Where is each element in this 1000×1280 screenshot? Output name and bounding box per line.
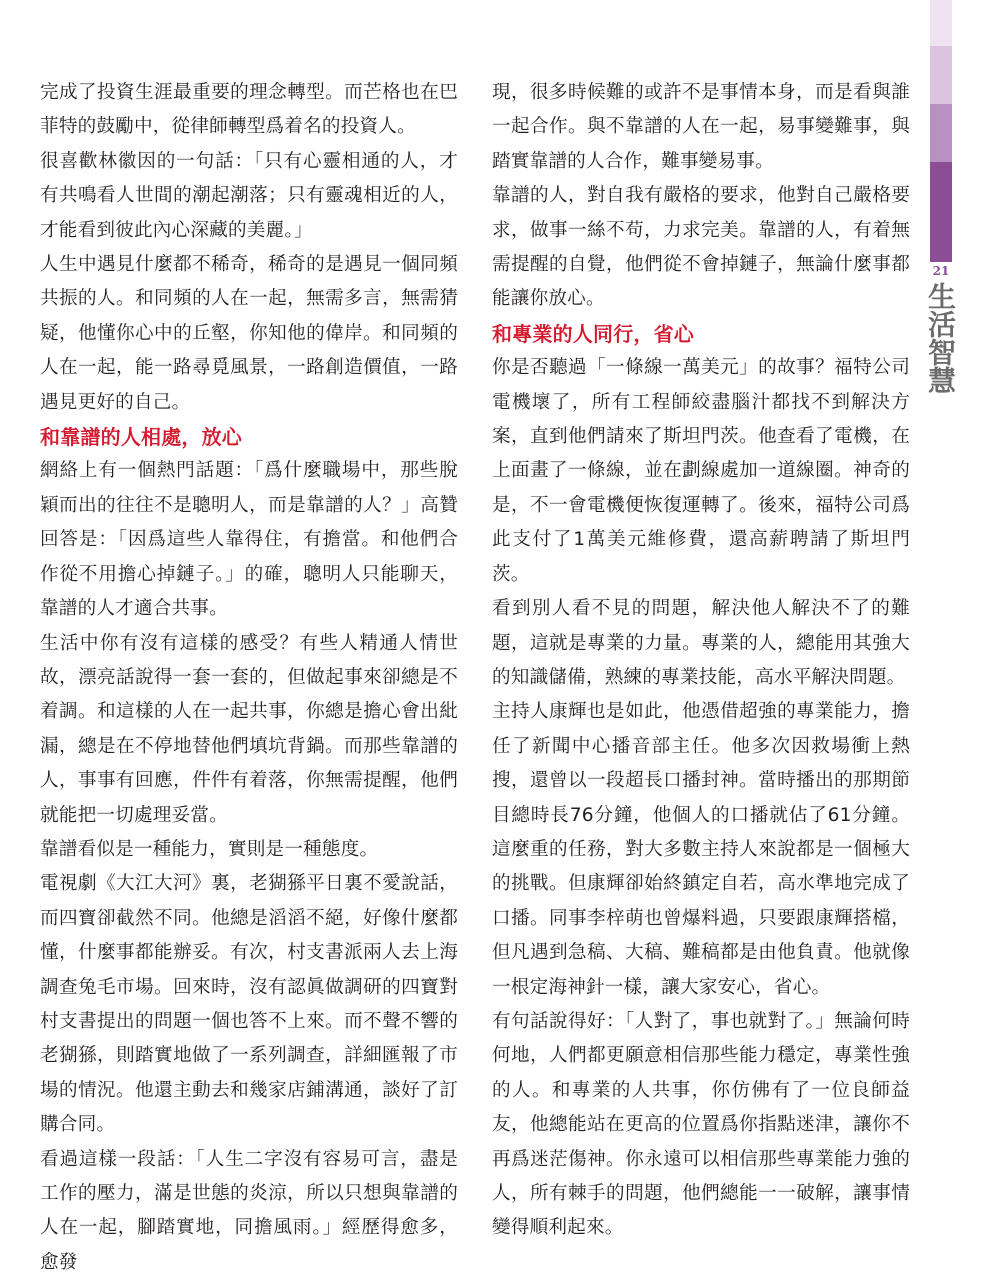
page-number: 21: [932, 264, 950, 278]
right-column: [492, 76, 910, 1246]
paragraph: 看到別人看不見的問題，解決他人解決不了的難題，這就是專業的力量。專業的人，總能用其強大的知識儲備，熟練的專業技能，高水平解決問題。: [492, 598, 910, 688]
paragraph: 電視劇《大江大河》裏，老猢猻平日裏不愛說話，而四寶卻截然不同。他總是滔滔不絕，好像什麼都懂，什麼事都能辦妥。有次，村支書派兩人去上海調查兔毛市場。回來時，沒有認眞做調研的四寶對村支書提出的問題一個也答不上來。而不聲不響的老猢猻，則踏實地做了一系列調查，詳細匯報了市場的情況。他還主動去和幾家店鋪溝通，談好了訂購合同。: [40, 873, 458, 1136]
paragraph: 人生中遇見什麼都不稀奇，稀奇的是遇見一個同頻共振的人。和同頻的人在一起，無需多言，無需猜疑，他懂你心中的丘壑，你知他的偉岸。和同頻的人在一起，能一路尋覓風景，一路創造價值，一路遇見更好的自己。: [40, 254, 458, 413]
paragraph: 現，很多時候難的或許不是事情本身，而是看與誰一起合作。與不靠譜的人在一起，易事變難事，與踏實靠譜的人合作，難事變易事。: [492, 82, 910, 172]
color-tab: [930, 104, 952, 162]
paragraph: 你是否聽過「一條線一萬美元」的故事？福特公司電機壞了，所有工程師絞盡腦汁都找不到解決方案，直到他們請來了斯坦門茨。他查看了電機，在上面畫了一條線，並在劃線處加一道線圈。神奇的是，不一會電機便恢復運轉了。後來，福特公司爲此支付了1萬美元維修費，還高薪聘請了斯坦門茨。: [492, 357, 910, 585]
section-title: 生活智慧: [924, 282, 957, 394]
color-tab-sidebar: [930, 0, 952, 262]
paragraph: 靠譜的人，對自我有嚴格的要求，他對自己嚴格要求，做事一絲不苟，力求完美。靠譜的人，有着無需提醒的自覺，他們從不會掉鏈子，無論什麼事都能讓你放心。: [492, 185, 910, 310]
section-heading: 和靠譜的人相處，放心: [40, 425, 242, 450]
color-tab: [930, 46, 952, 104]
paragraph: 完成了投資生涯最重要的理念轉型。而芒格也在巴菲特的鼓勵中，從律師轉型爲着名的投資人。: [40, 82, 458, 138]
color-tab: [930, 0, 952, 46]
section-heading: 和專業的人同行，省心: [492, 321, 694, 346]
paragraph: 主持人康輝也是如此，他憑借超強的專業能力，擔任了新聞中心播音部主任。他多次因救場衝上熱搜，還曾以一段超長口播封神。當時播出的那期節目總時長76分鐘，他個人的口播就佔了61分鐘。這麼重的任務，對大多數主持人來說都是一個極大的挑戰。但康輝卻始終鎮定自若，高水準地完成了口播。同事李梓萌也曾爆料過，只要跟康輝搭檔，但凡遇到急稿、大稿、難稿都是由他負責。他就像一根定海神針一樣，讓大家安心，省心。: [492, 701, 910, 998]
paragraph: 網絡上有一個熱門話題：「爲什麼職場中，那些脫穎而出的往往不是聰明人，而是靠譜的人？」高贊回答是：「因爲這些人靠得住，有擔當。和他們合作從不用擔心掉鏈子。」的確，聰明人只能聊天，靠譜的人才適合共事。: [40, 460, 458, 620]
paragraph: 生活中你有沒有這樣的感受？有些人精通人情世故，漂亮話說得一套一套的，但做起事來卻總是不着調。和這樣的人在一起共事，你總是擔心會出紕漏，總是在不停地替他們填坑背鍋。而那些靠譜的人，事事有回應，件件有着落，你無需提醒，他們就能把一切處理妥當。: [40, 632, 458, 826]
paragraph: 靠譜看似是一種能力，實則是一種態度。: [40, 838, 379, 860]
paragraph: 很喜歡林徽因的一句話：「只有心靈相通的人，才有共鳴看人世間的潮起潮落；只有靈魂相近的人，才能看到彼此內心深藏的美麗。」: [40, 150, 458, 241]
paragraph: 有句話說得好：「人對了，事也就對了。」無論何時何地，人們都更願意相信那些能力穩定，專業性強的人。和專業的人共事，你仿佛有了一位良師益友，他總能站在更高的位置爲你指點迷津，讓你不再爲迷茫傷神。你永遠可以相信那些專業能力強的人，所有棘手的問題，他們總能一一破解，讓事情變得順利起來。: [492, 1010, 910, 1239]
paragraph: 看過這樣一段話：「人生二字沒有容易可言，盡是工作的壓力，滿是世態的炎涼，所以只想與靠譜的人在一起，腳踏實地，同擔風雨。」經歷得愈多，愈發: [40, 1148, 458, 1273]
left-column: [40, 76, 458, 1280]
color-tab: [930, 162, 952, 262]
